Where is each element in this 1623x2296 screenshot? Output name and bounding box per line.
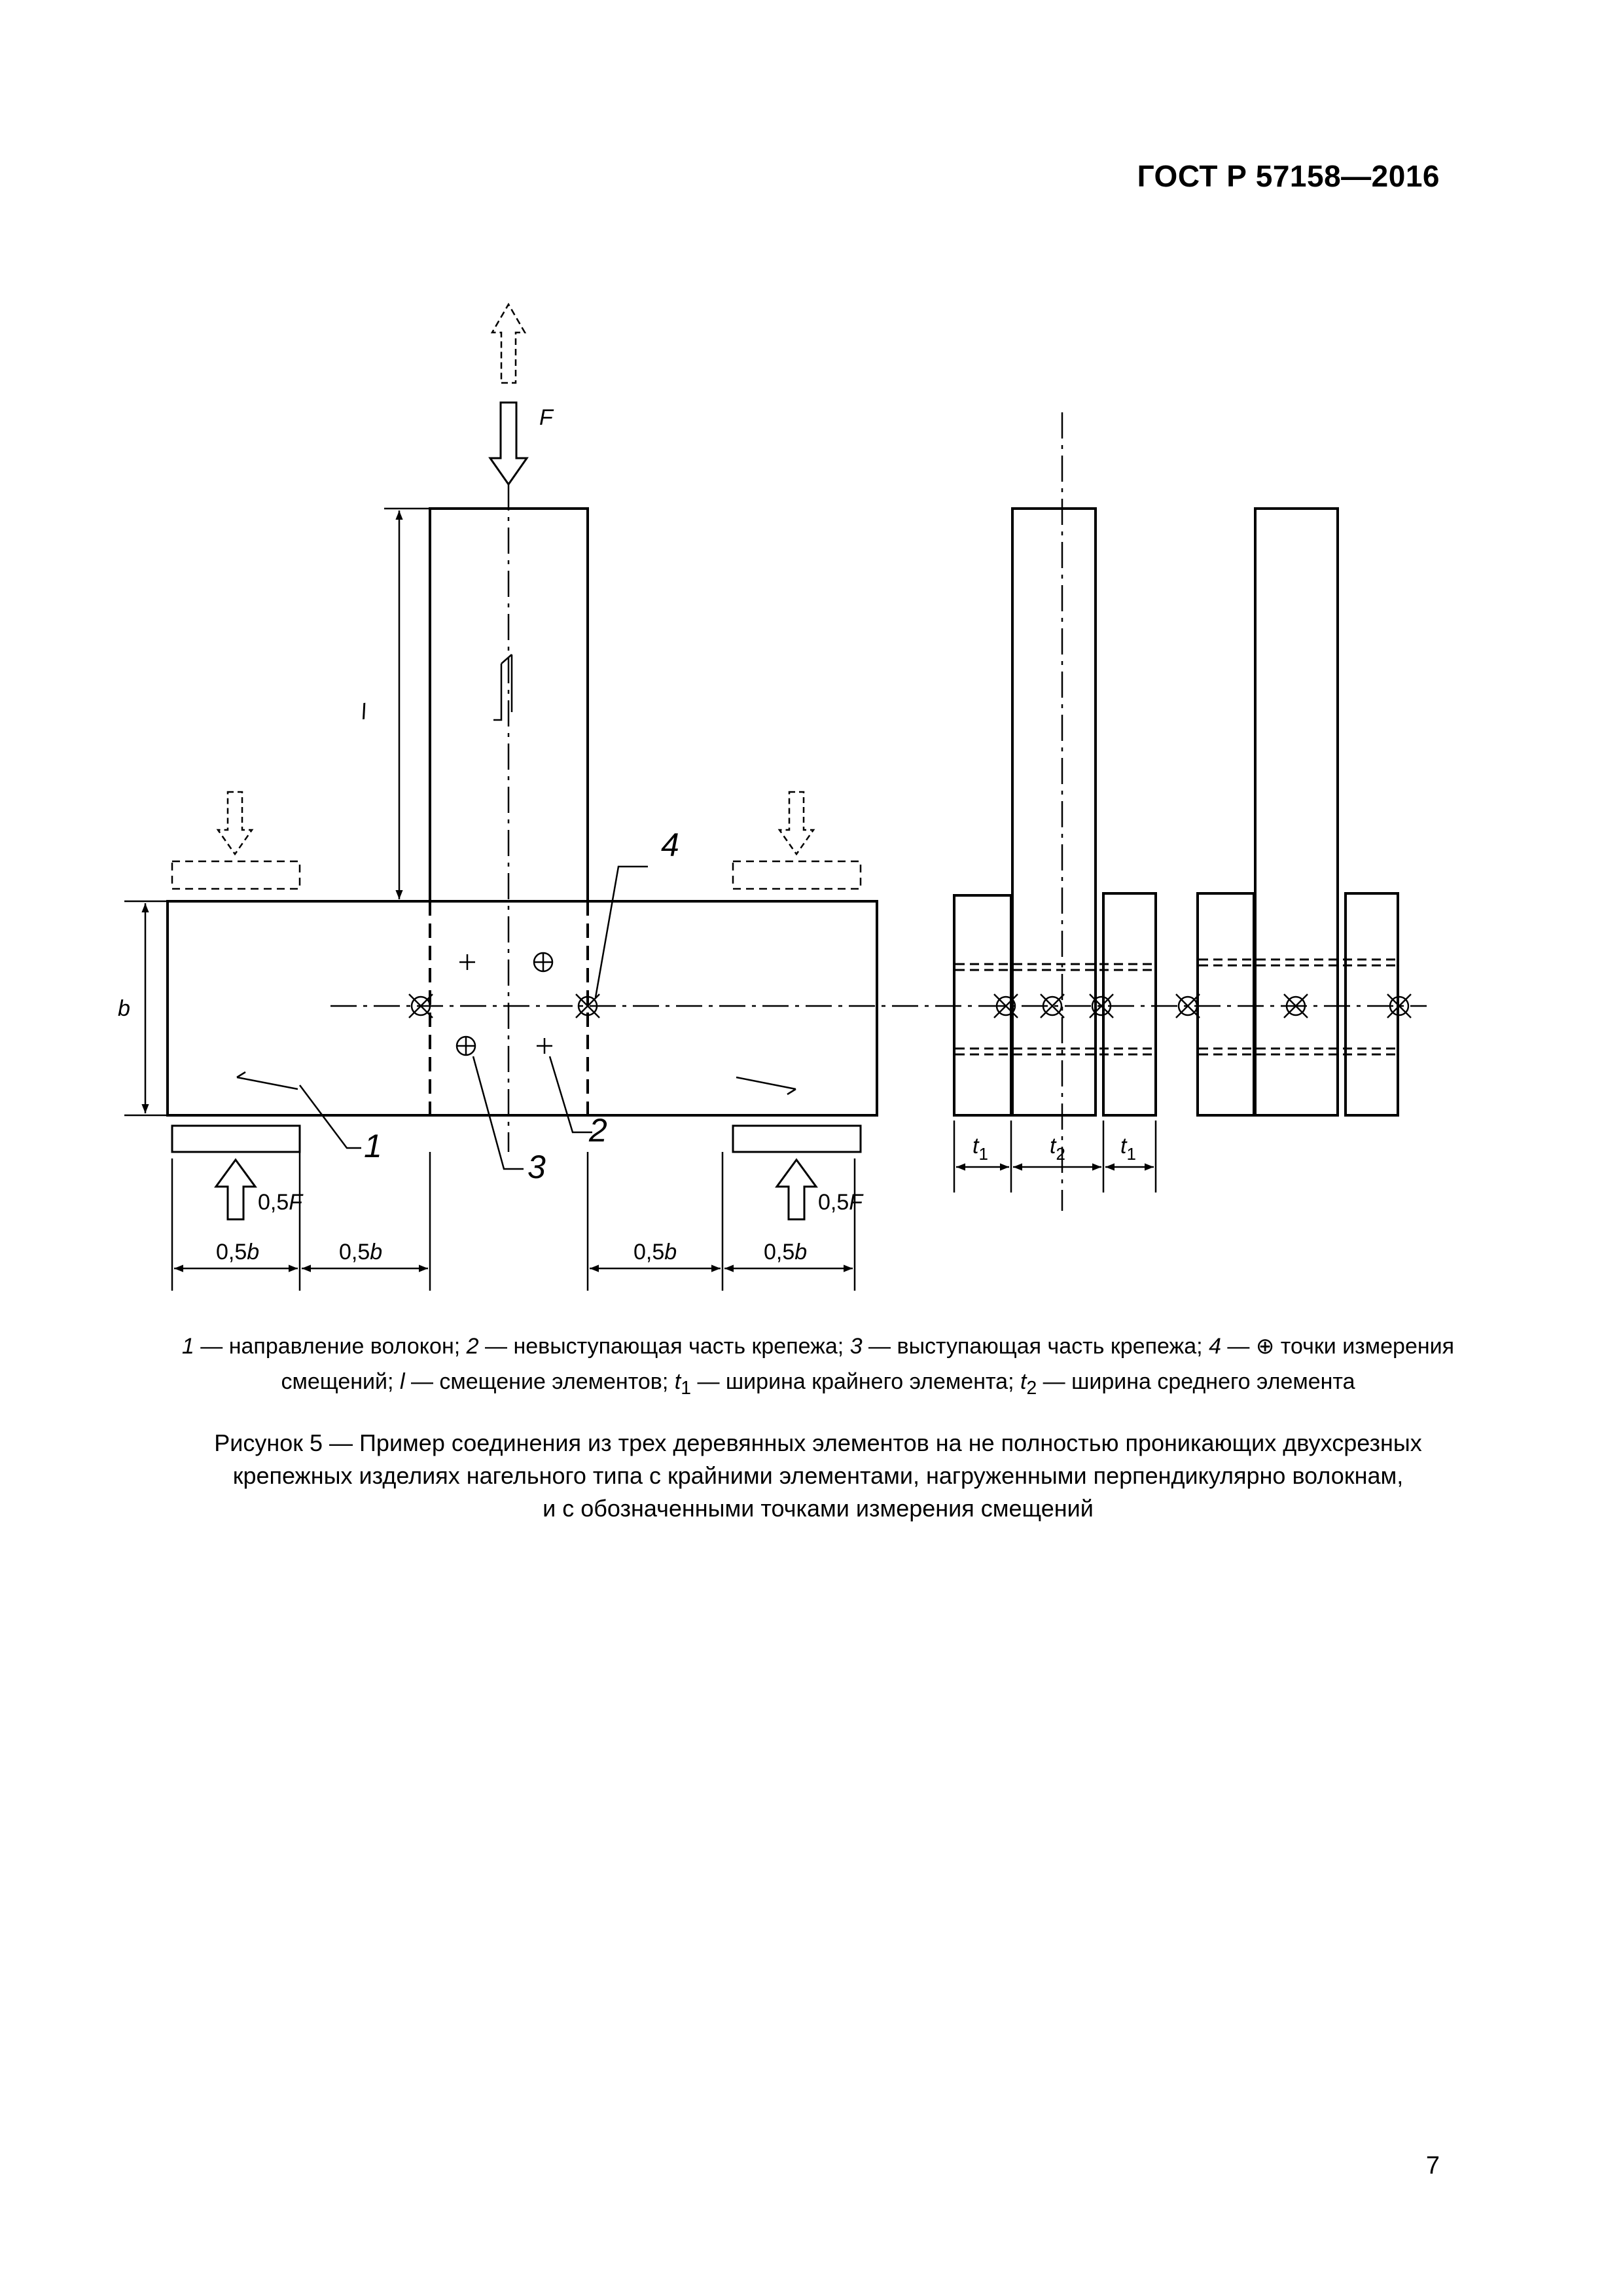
alt-arrow-left	[218, 792, 252, 854]
alt-arrow-right	[779, 792, 813, 854]
load-arrow-down	[490, 403, 527, 484]
legend-key: t	[1020, 1369, 1027, 1394]
legend-text: — смещение элементов;	[404, 1369, 675, 1394]
support-pad-right	[733, 1126, 861, 1152]
fastener-plus	[459, 954, 475, 970]
label-half-width: 0,5b	[216, 1240, 260, 1265]
label-force: F	[539, 405, 553, 430]
callout-2: 2	[589, 1112, 607, 1149]
label-t1: $t_1$	[1120, 1134, 1136, 1164]
fastener-plus	[537, 1038, 552, 1054]
front-view	[168, 509, 877, 1152]
legend-key: 4	[1209, 1334, 1221, 1359]
caption-line: Рисунок 5 — Пример соединения из трех деревянных элементов на не полностью проникающих двухсрезных	[214, 1429, 1422, 1456]
caption-line: и с обозначенными точками измерения смещений	[543, 1495, 1094, 1522]
callout-4: 4	[661, 827, 679, 863]
fastener-symbols	[457, 953, 552, 1055]
support-arrow-right	[777, 1160, 816, 1219]
grain-symbol-vertical	[493, 664, 501, 720]
label-half-width: 0,5b	[339, 1240, 383, 1265]
support-pad-left	[172, 1126, 300, 1152]
legend-text: — ⊕ точки измерения смещений;	[281, 1334, 1455, 1394]
label-support-force-right: 0,5F	[818, 1190, 863, 1215]
middle-member	[1012, 509, 1096, 1115]
callout-1: 1	[364, 1128, 382, 1164]
middle-member	[1255, 509, 1338, 1115]
label-t1: $t_1$	[972, 1134, 988, 1164]
figure-legend	[131, 1329, 1505, 1406]
figure-caption	[131, 1427, 1505, 1525]
grain-symbol-left	[237, 1077, 298, 1089]
grain-symbol-right	[736, 1077, 796, 1089]
label-support-force-left: 0,5F	[258, 1190, 303, 1215]
legend-text: — выступающая часть крепежа;	[862, 1334, 1209, 1359]
leader-4	[596, 867, 648, 997]
legend-key: t	[674, 1369, 681, 1394]
legend-key: 2	[466, 1334, 479, 1359]
callout-3: 3	[527, 1149, 546, 1185]
legend-key: l	[399, 1369, 405, 1394]
fastener-oplus	[457, 1037, 475, 1055]
legend-text: — ширина среднего элемента	[1037, 1369, 1355, 1394]
page-number: 7	[1425, 2152, 1440, 2179]
side-view-a	[954, 509, 1156, 1115]
leader-2	[550, 1056, 592, 1132]
load-arrow-up-dashed	[492, 304, 525, 383]
support-arrow-left	[216, 1160, 255, 1219]
fastener-oplus	[534, 953, 552, 971]
side-view-b	[1198, 509, 1398, 1115]
label-half-width: 0,5b	[633, 1240, 677, 1265]
label-height: b	[118, 996, 130, 1021]
legend-text: — направление волокон;	[194, 1334, 467, 1359]
alt-pad-right	[733, 861, 861, 889]
legend-subscript: 2	[1026, 1377, 1037, 1399]
horizontal-member	[168, 901, 877, 1115]
outer-member-left	[1198, 893, 1254, 1115]
alt-pad-left	[172, 861, 300, 889]
standard-header: ГОСТ Р 57158—2016	[1137, 159, 1440, 193]
leader-3	[473, 1056, 524, 1169]
label-t2: $t_2$	[1050, 1134, 1065, 1164]
caption-line: крепежных изделиях нагельного типа с крайними элементами, нагруженными перпендикулярно волокнам,	[232, 1462, 1404, 1489]
legend-subscript: 1	[681, 1377, 691, 1399]
legend-text: — невыступающая часть крепежа;	[478, 1334, 850, 1359]
legend-key: 1	[181, 1334, 194, 1359]
label-length: l	[359, 699, 368, 725]
legend-text: — ширина крайнего элемента;	[691, 1369, 1020, 1394]
label-half-width: 0,5b	[764, 1240, 808, 1265]
legend-key: 3	[849, 1334, 863, 1359]
